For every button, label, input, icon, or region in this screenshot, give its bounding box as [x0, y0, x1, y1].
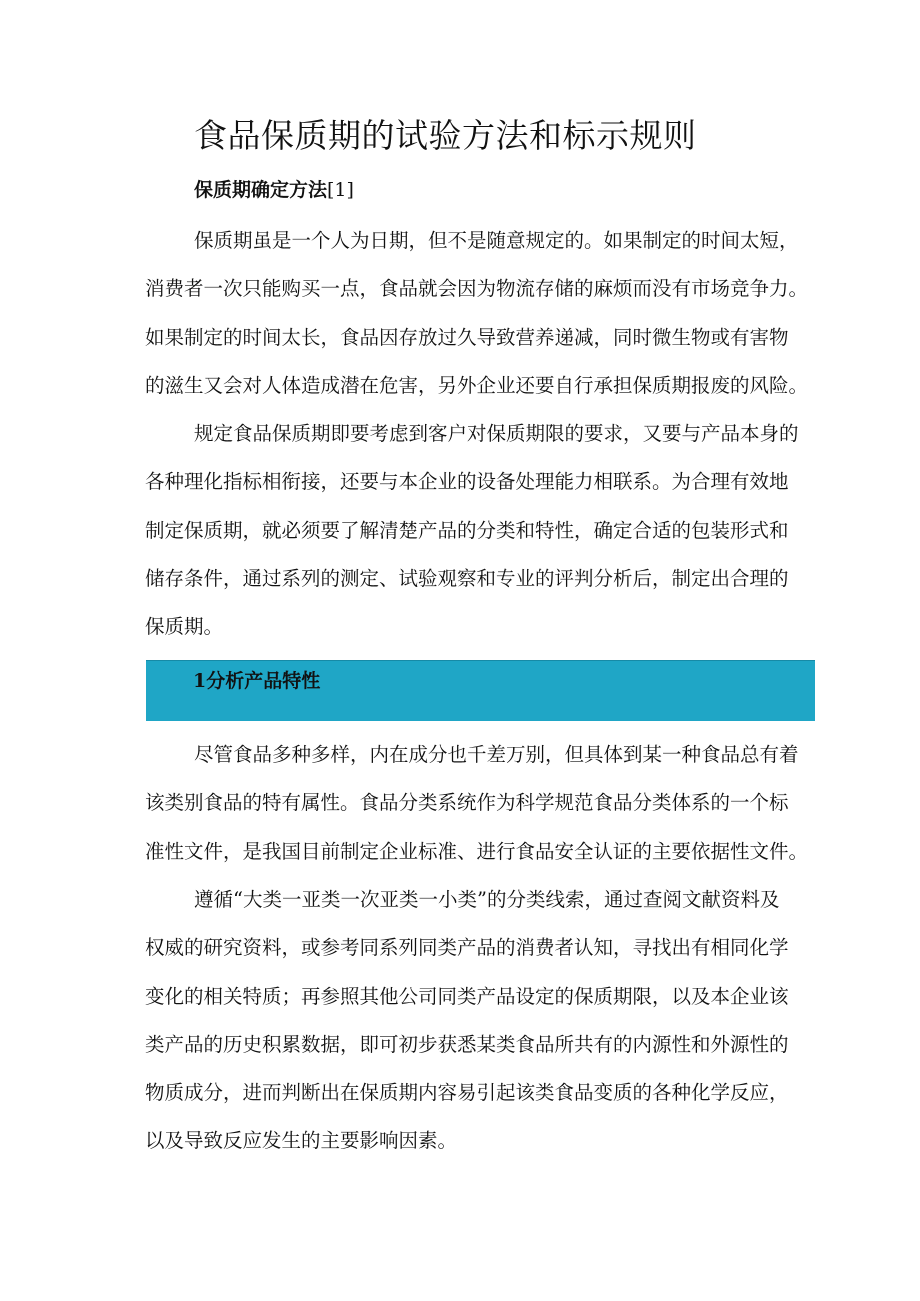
paragraph-line: 规定食品保质期即要考虑到客户对保质期限的要求，又要与产品本身的 [194, 422, 799, 445]
paragraph-1 [145, 217, 825, 410]
section-heading [194, 174, 354, 206]
section-heading-text: 保质期确定方法 [194, 179, 328, 201]
paragraph-line: 储存条件，通过系列的测定、试验观察和专业的评判分析后，制定出合理的 [145, 566, 789, 590]
paragraph-line: 准性文件，是我国目前制定企业标准、进行食品安全认证的主要依据性文件。 [145, 839, 809, 863]
paragraph-line: 类产品的历史积累数据，即可初步获悉某类食品所共有的内源性和外源性的 [145, 1032, 789, 1056]
paragraph-line: 如果制定的时间太长，食品因存放过久导致营养递减，同时微生物或有害物 [145, 325, 789, 349]
paragraph-line: 变化的相关特质；再参照其他公司同类产品设定的保质期限，以及本企业该 [145, 984, 789, 1008]
paragraph-line: 保质期。 [145, 615, 224, 639]
paragraph-line: 遵循“大类一亚类一次亚类一小类”的分类线索，通过查阅文献资料及 [194, 888, 780, 911]
document-title: 食品保质期的试验方法和标示规则 [194, 116, 697, 155]
paragraph-line: 权威的研究资料，或参考同系列同类产品的消费者认知，寻找出有相同化学 [145, 936, 789, 960]
paragraph-4 [145, 876, 825, 1166]
paragraph-line: 物质成分，进而判断出在保质期内容易引起该类食品变质的各种化学反应， [145, 1081, 789, 1105]
paragraph-line: 以及导致反应发生的主要影响因素。 [145, 1129, 458, 1153]
paragraph-line: 尽管食品多种多样，内在成分也千差万别，但具体到某一种食品总有着 [194, 743, 799, 766]
section-band-heading: 1分析产品特性 [193, 670, 321, 692]
paragraph-line: 各种理化指标相衔接，还要与本企业的设备处理能力相联系。为合理有效地 [145, 470, 789, 494]
paragraph-line: 消费者一次只能购买一点，食品就会因为物流存储的麻烦而没有市场竞争力。 [145, 277, 809, 301]
paragraph-line: 的滋生又会对人体造成潜在危害，另外企业还要自行承担保质期报废的风险。 [145, 373, 809, 397]
paragraph-3 [145, 731, 825, 876]
paragraph-line: 该类别食品的特有属性。食品分类系统作为科学规范食品分类体系的一个标 [145, 791, 789, 815]
section-band [146, 660, 815, 721]
paragraph-line: 保质期虽是一个人为日期，但不是随意规定的。如果制定的时间太短， [194, 229, 799, 252]
section-heading-reference: [1] [327, 179, 354, 201]
paragraph-2 [145, 410, 825, 651]
paragraph-line: 制定保质期，就必须要了解清楚产品的分类和特性，确定合适的包装形式和 [145, 518, 789, 542]
